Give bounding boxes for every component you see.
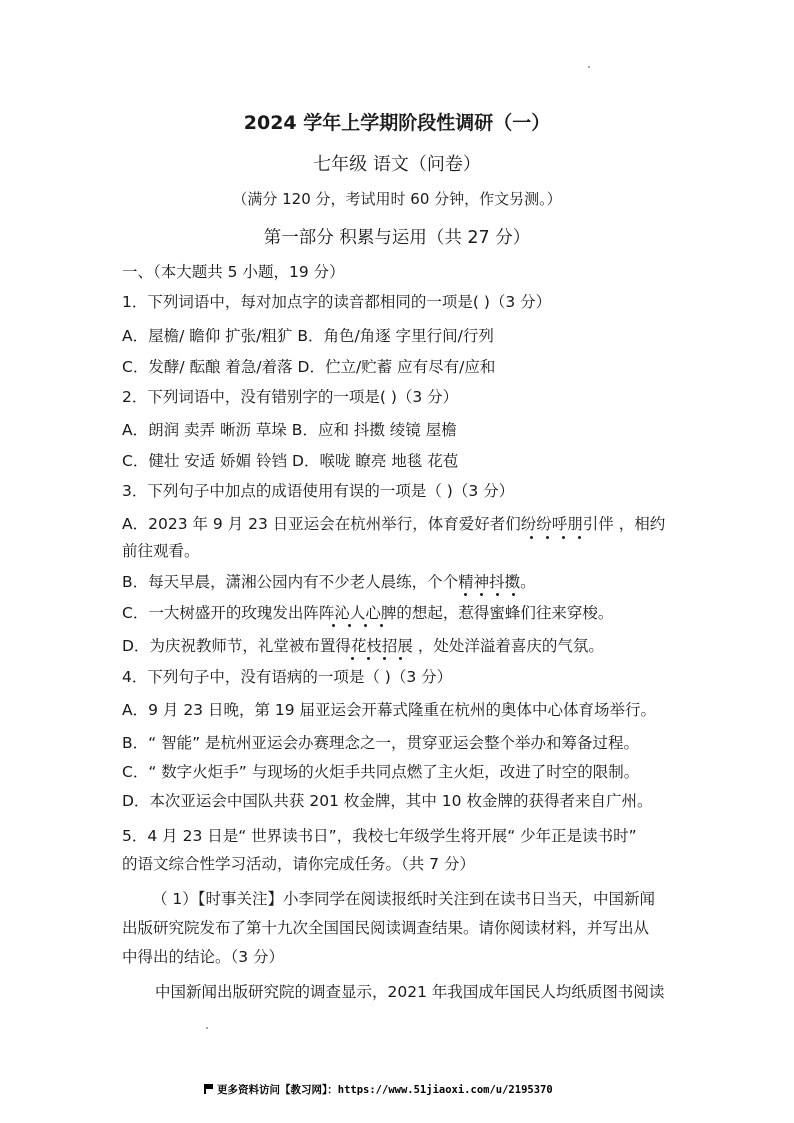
part-title: 第一部分 积累与运用（共 27 分） <box>263 228 531 248</box>
question-3-option-d: D．为庆祝教师节，礼堂被布置得花枝招展 ，处处洋溢着喜庆的气氛。 <box>122 637 604 655</box>
emphasis-dots <box>524 536 604 542</box>
question-5-task-1-cont: 中得出的结论。（3 分） <box>122 948 285 966</box>
question-5-task-1-cont: 出版研究院发布了第十九次全国国民阅读调查结果。请你阅读材料，并写出从 <box>122 919 650 937</box>
question-4-option-c: C．“ 数字火炬手” 与现场的火炬手共同点燃了主火炬，改进了时空的限制。 <box>122 763 640 781</box>
question-4-option-b: B．“ 智能” 是杭州亚运会办赛理念之一，贯穿亚运会整个举办和筹备过程。 <box>122 734 640 752</box>
question-2-options-cd: C．健壮 安适 娇媚 铃铛 D．喉咙 瞭亮 地毯 花苞 <box>122 452 459 470</box>
question-5-task-1: （ 1）【时事关注】小李同学在阅读报纸时关注到在读书日当天，中国新闻 <box>152 890 656 908</box>
question-2-options-ab: A．朗润 卖弄 晰沥 草垛 B．应和 抖擞 绫镜 屋檐 <box>122 421 457 439</box>
scan-speck <box>206 1027 208 1029</box>
question-3-option-a: A．2023 年 9 月 23 日亚运会在杭州举行，体育爱好者们纷纷呼朋引伴 ，相约 <box>122 515 666 533</box>
section-heading: 一、（本大题共 5 小题，19 分） <box>122 263 345 281</box>
reading-material: 中国新闻出版研究院的调查显示，2021 年我国成年国民人均纸质图书阅读 <box>155 983 665 1001</box>
question-5-stem: 5．4 月 23 日是“ 世界读书日”，我校七年级学生将开展“ 少年正是读书时” <box>122 827 637 845</box>
exam-instructions: （满分 120 分，考试用时 60 分钟，作文另测。） <box>232 190 562 208</box>
question-2-stem: 2．下列词语中，没有错别字的一项是( )（3 分） <box>122 388 459 406</box>
question-3-stem: 3．下列句子中加点的成语使用有误的一项是（ )（3 分） <box>122 482 515 500</box>
emphasis-dots <box>345 657 425 663</box>
exam-subtitle: 七年级 语文（问卷） <box>313 154 481 175</box>
question-1-options-ab: A．屋檐/ 瞻仰 扩张/粗犷 B．角色/角逐 字里行间/行列 <box>122 327 494 345</box>
question-3-option-a-cont: 前往观看。 <box>122 542 200 560</box>
question-1-options-cd: C．发酵/ 酝酿 着急/着落 D．伫立/贮蓄 应有尽有/应和 <box>122 358 496 376</box>
emphasis-dots <box>326 624 406 630</box>
scan-speck <box>588 66 590 68</box>
flag-icon <box>204 1084 213 1094</box>
question-4-option-a: A．9 月 23 日晚，第 19 届亚运会开幕式隆重在杭州的奥体中心体育场举行。 <box>122 701 657 719</box>
exam-title: 2024 学年上学期阶段性调研（一） <box>243 112 551 134</box>
footer-text: 更多资料访问【教习网】：https://www.51jiaoxi.com/u/2195370 <box>217 1084 553 1096</box>
emphasis-dots <box>458 593 538 599</box>
question-4-option-d: D．本次亚运会中国队共获 201 枚金牌，其中 10 枚金牌的获得者来自广州。 <box>122 792 653 810</box>
footer-link[interactable] <box>204 1082 553 1097</box>
question-4-stem: 4．下列句子中，没有语病的一项是（ )（3 分） <box>122 668 453 686</box>
question-5-stem-cont: 的语文综合性学习活动，请你完成任务。（共 7 分） <box>122 855 475 873</box>
question-3-option-b: B．每天早晨，潇湘公园内有不少老人晨练，个个精神抖擞。 <box>122 573 536 591</box>
question-3-option-c: C．一大树盛开的玫瑰发出阵阵沁人心脾的想起，惹得蜜蜂们往来穿梭。 <box>122 604 614 622</box>
question-1-stem: 1．下列词语中，每对加点字的读音都相同的一项是( )（3 分） <box>122 293 552 311</box>
